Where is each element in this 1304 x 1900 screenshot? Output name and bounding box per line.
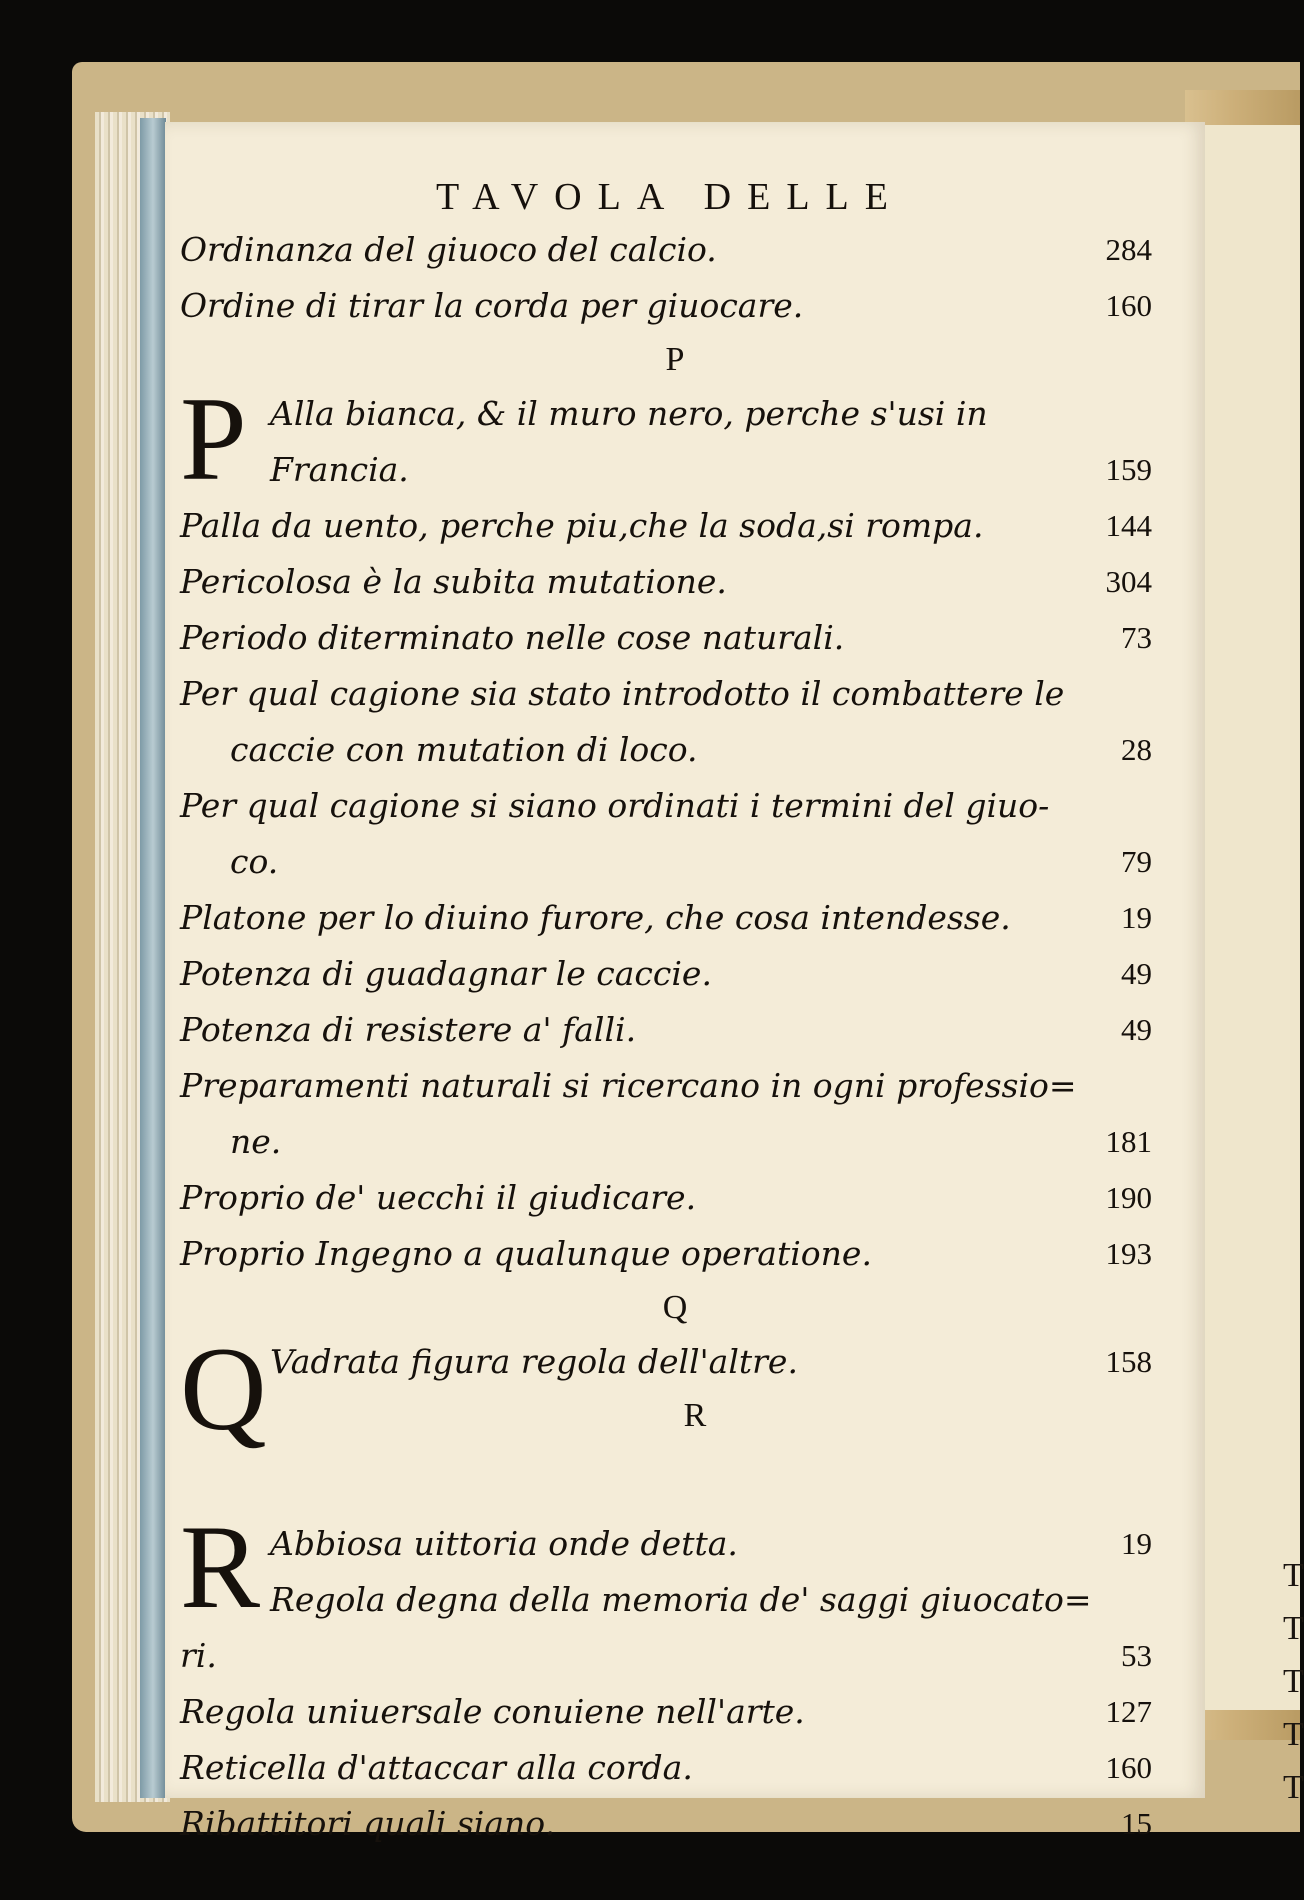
entry-page-number: 159 [1105, 452, 1152, 487]
index-entry [180, 1002, 1170, 1058]
entry-text: Reticella d'attaccar alla corda. [180, 1748, 693, 1787]
index-entry-continuation [180, 834, 1170, 890]
index-entry [180, 278, 1170, 334]
index-entry-continuation [180, 1628, 1170, 1684]
entry-page-number: 284 [1105, 232, 1152, 267]
drop-cap-letter: R [180, 1500, 261, 1633]
index-entry [180, 1170, 1170, 1226]
section-heading-r: R [683, 1397, 707, 1434]
entry-line [180, 1516, 1170, 1572]
entry-page-number: 181 [1105, 1124, 1152, 1159]
entry-text: Vadrata figura regola dell'altre. [270, 1342, 798, 1381]
entry-text: Regola uniuersale conuiene nell'arte. [180, 1692, 805, 1731]
entry-text: Per qual cagione si siano ordinati i termini del giuo- [180, 786, 1050, 825]
entry-text: caccie con mutation di loco. [230, 730, 698, 769]
entry-text: Proprio Ingegno a qualunque operatione. [180, 1234, 872, 1273]
index-entry [180, 554, 1170, 610]
index-entry [180, 222, 1170, 278]
entry-page-number: 73 [1121, 620, 1152, 655]
entry-line [180, 1334, 1170, 1390]
entry-text: Regola degna della memoria de' saggi giuocato= [270, 1580, 1092, 1619]
index-entry [180, 1684, 1170, 1740]
entry-page-number: 49 [1121, 1012, 1152, 1047]
entry-text: Ordine di tirar la corda per giuocare. [180, 286, 804, 325]
entry-page-number: 127 [1105, 1694, 1152, 1729]
page-blue-edge [140, 118, 166, 1798]
entry-text: Potenza di resistere a' falli. [180, 1010, 637, 1049]
index-entry [180, 778, 1170, 834]
entry-page-number: 49 [1121, 956, 1152, 991]
entry-page-number: 79 [1121, 844, 1152, 879]
entry-line [180, 386, 1170, 442]
index-entry-continuation [180, 722, 1170, 778]
entry-page-number: 158 [1105, 1344, 1152, 1379]
entry-page-number: 28 [1121, 732, 1152, 767]
section-heading-q: Q [662, 1289, 688, 1326]
page-header: TAVOLA DELLE [436, 176, 904, 218]
index-content [180, 172, 1170, 1852]
entry-page-number: 304 [1105, 564, 1152, 599]
entry-page-number: 160 [1105, 1750, 1152, 1785]
index-entry [180, 1226, 1170, 1282]
entry-text: Per qual cagione sia stato introdotto il combattere le [180, 674, 1065, 713]
entry-page-number: 190 [1105, 1180, 1152, 1215]
index-entry [180, 1796, 1170, 1852]
drop-cap-letter: Q [180, 1322, 267, 1455]
entry-text: Pericolosa è la subita mutatione. [180, 562, 727, 601]
entry-text: ne. [230, 1122, 282, 1161]
index-entry-dropcap [180, 372, 1170, 505]
facing-page-letter: T [1283, 1663, 1304, 1700]
facing-page-letter: T [1283, 1557, 1304, 1594]
spacer [180, 1442, 1170, 1516]
entry-page-number: 53 [1121, 1638, 1152, 1673]
entry-text: Periodo diterminato nelle cose naturali. [180, 618, 845, 657]
facing-page-letter: T [1283, 1610, 1304, 1647]
entry-page-number: 193 [1105, 1236, 1152, 1271]
entry-page-number: 19 [1121, 900, 1152, 935]
entry-text: Ribattitori quali siano. [180, 1804, 556, 1843]
entry-text: Abbiosa uittoria onde detta. [270, 1524, 738, 1563]
entry-text: ri. [180, 1636, 217, 1675]
entry-text: Proprio de' uecchi il giudicare. [180, 1178, 697, 1217]
entry-text: Platone per lo diuino furore, che cosa intendesse. [180, 898, 1011, 937]
entry-page-number: 160 [1105, 288, 1152, 323]
index-entry [180, 498, 1170, 554]
index-entry [180, 610, 1170, 666]
facing-page-letter: T [1283, 1716, 1304, 1753]
index-entry-dropcap [180, 1500, 1170, 1633]
entry-text: Alla bianca, & il muro nero, perche s'usi in [270, 394, 988, 433]
entry-text: Preparamenti naturali si ricercano in ogni professio= [180, 1066, 1077, 1105]
index-entry [180, 946, 1170, 1002]
entry-page-number: 15 [1121, 1806, 1152, 1841]
index-entry [180, 1058, 1170, 1114]
section-heading-p: P [665, 341, 685, 378]
index-entry-dropcap [180, 1322, 1170, 1455]
entry-page-number: 19 [1121, 1526, 1152, 1561]
drop-cap-letter: P [180, 372, 247, 505]
facing-page [1205, 125, 1304, 1806]
index-entry [180, 1740, 1170, 1796]
entry-line [180, 1572, 1170, 1628]
index-entry [180, 890, 1170, 946]
index-entry-continuation [180, 1114, 1170, 1170]
entry-text: Francia. [270, 450, 409, 489]
entry-text: Potenza di guadagnar le caccie. [180, 954, 712, 993]
entry-text: Palla da uento, perche piu,che la soda,si rompa. [180, 506, 984, 545]
facing-page-letter: T [1283, 1769, 1304, 1806]
entry-text: Ordinanza del giuoco del calcio. [180, 230, 717, 269]
entry-text: co. [230, 842, 279, 881]
entry-line [180, 442, 1170, 498]
index-entry [180, 666, 1170, 722]
entry-page-number: 144 [1105, 508, 1152, 543]
